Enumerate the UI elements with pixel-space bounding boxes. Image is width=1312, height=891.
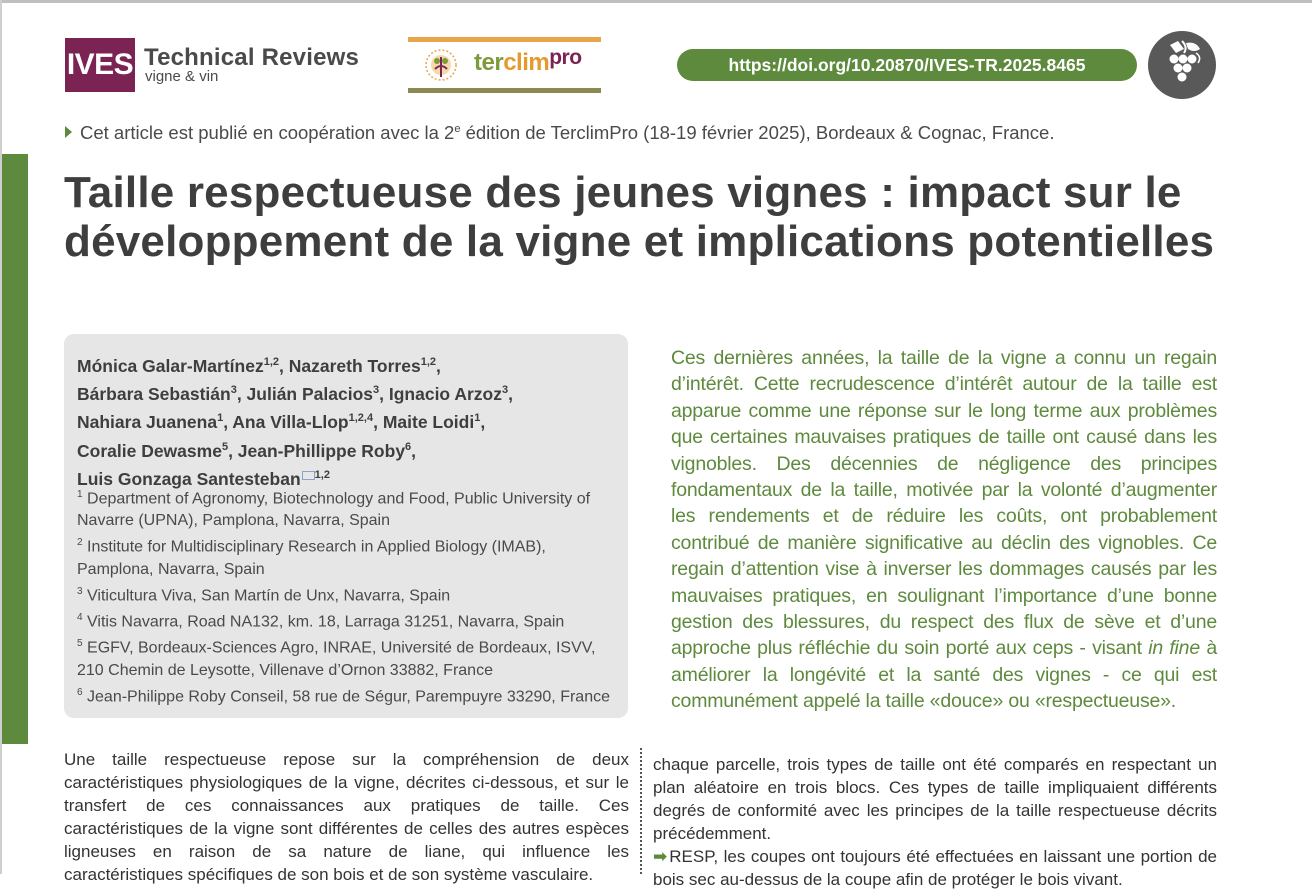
author: Mónica Galar-Martínez$^{1,2}$, — [77, 355, 289, 376]
email-icon[interactable] — [302, 471, 315, 480]
author: Coralie Dewasme$^5$, — [77, 440, 238, 461]
logo-band-bottom — [408, 88, 601, 93]
terclim-emblem-icon — [416, 41, 466, 91]
ives-logo[interactable]: IVES — [65, 38, 135, 92]
terclim-wordmark: terclimpro — [474, 46, 582, 76]
affiliation-item: $^1$ Department of Agronomy, Biotechnology and Food, Public University of Navarre (UPNA), Pamplona, Navarra, Spain — [77, 489, 591, 530]
affiliation-item: $^5$ EGFV, Bordeaux-Sciences Agro, INRAE, Université de Bordeaux, ISVV, 210 Chemin de Leysotte, Villenave d’Ornon 33882, France — [77, 638, 596, 679]
author: Jean-Phillippe Roby$^6$, — [237, 440, 417, 461]
section-accent-bar — [2, 154, 28, 744]
author: Ana Villa-Llop$^{1,2,4}$, — [232, 412, 383, 433]
affiliation-item: $^2$ Institute for Multidisciplinary Research in Applied Biology (IMAB), Pamplona, Navarra, Spain — [77, 537, 546, 578]
body-column-right: chaque parcelle, trois types de taille ont été comparés en respectant un plan aléatoire en trois blocs. Ces types de taille impliquaient différents degrés de conformité avec les principes de la taille respectueuse décrits précédemment. ➡ RESP, les coupes ont toujours été effectuées en laissant une portion de bois sec au-dessus de la coupe afin de protéger le bois vivant. — [653, 755, 1217, 889]
article-title: Taille respectueuse des jeunes vignes : impact sur le développement de la vigne et implications potentielles — [64, 168, 1215, 266]
bullet-triangle-icon — [65, 126, 72, 138]
author: Bárbara Sebastián$^3$, — [77, 384, 247, 405]
arrow-right-icon: ➡ — [653, 847, 668, 866]
author: Julián Palacios$^3$, — [246, 384, 389, 405]
authors-panel — [64, 334, 628, 718]
author: Maite Loidi$^1$, — [382, 412, 486, 433]
column-divider — [640, 748, 642, 874]
affiliation-item: $^4$ Vitis Navarra, Road NA132, km. 18, Larraga 31251, Navarra, Spain — [77, 611, 565, 631]
abstract: Ces dernières années, la taille de la vigne a connu un regain d’intérêt. Cette recrudescence d’intérêt autour de la taille est apparue comme une réponse sur le long terme aux problèmes que certaines mauvaises pratiques de taille ont causé dans les vignobles. Des décennies de négligence des principes fondamentaux de la taille, motivée par la volonté d’augmenter les rendements et de réduire les coûts, ont probablement contribué de manière significative au déclin des vignobles. Ce regain d’attention vise à inverser les dommages causés par les mauvaises pratiques, en soulignant l’importance d’une bonne gestion des blessures, du respect des flux de sève et d’une approche plus réfléchie du soin porté aux ceps - visant in fine à améliorer la longévité et la santé des vignes - ce qui est communément appelé la taille «douce» ou «respectueuse». — [671, 347, 1217, 713]
terclimpro-logo[interactable] — [408, 37, 601, 93]
author: Ignacio Arzoz$^3$, — [388, 384, 513, 405]
journal-title: Technical Reviews — [144, 44, 360, 71]
author-list — [77, 350, 617, 492]
affiliation-item: $^3$ Viticultura Viva, San Martín de Unx, Navarra, Spain — [77, 585, 451, 604]
author: Nazareth Torres$^{1,2}$, — [288, 355, 441, 376]
body-column-left: Une taille respectueuse repose sur la compréhension de deux caractéristiques physiologiques de la vigne, décrites ci-dessous, et sur le transfert de ces connaissances aux pratiques de taille. Ces caractéristiques de la vigne sont différentes de celles des autres espèces ligneuses en raison de sa nature de liane, qui influence les caractéristiques spécifiques de son bois et de son système vasculaire. — [64, 750, 629, 884]
journal-subtitle: vigne & vin — [145, 68, 219, 85]
affiliation-list — [77, 484, 622, 708]
doi-link[interactable]: https://doi.org/10.20870/IVES-TR.2025.8465 — [677, 49, 1137, 81]
grape-icon — [1148, 31, 1216, 99]
author: Nahiara Juanena$^1$, — [77, 412, 233, 433]
page-frame-top — [0, 0, 1312, 3]
author-corresponding: Luis Gonzaga Santesteban $^{1,2}$ — [77, 469, 330, 490]
cooperation-note: Cet article est publié en coopération avec la 2e édition de TerclimPro (18-19 février 2025), Bordeaux & Cognac, France. — [65, 122, 1054, 144]
affiliation-item: $^6$ Jean-Philippe Roby Conseil, 58 rue de Ségur, Parempuyre 33290, France — [77, 686, 610, 705]
